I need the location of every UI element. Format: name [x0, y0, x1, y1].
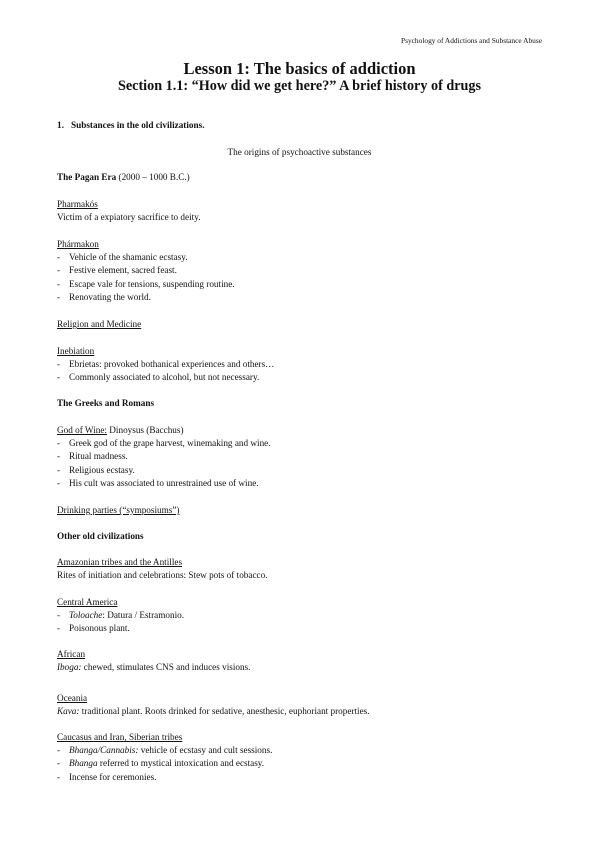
list-item: [57, 744, 272, 757]
iboga-term: Iboga:: [57, 662, 82, 673]
greeks-heading: The Greeks and Romans: [57, 398, 155, 408]
bhanga-term: Bhanga: [69, 758, 98, 769]
amazonian-text: Rites of initiation and celebrations: Stew pots of tobacco.: [57, 570, 268, 581]
amazonian-term: Amazonian tribes and the Antilles: [57, 557, 183, 567]
cannabis-term: Bhanga/Cannabis:: [69, 745, 139, 756]
list-item: - His cult was associated to unrestrained use of wine.: [57, 477, 271, 490]
caucasus-term: Caucasus and Iran, Siberian tribes: [57, 732, 183, 742]
pagan-era: [57, 171, 190, 184]
other-heading: Other old civilizations: [57, 531, 144, 541]
kava-text: traditional plant. Roots drinked for sedative, anesthesic, euphoriant properties.: [79, 706, 370, 717]
lesson-title: Lesson 1: The basics of addiction: [183, 59, 416, 78]
list-item: - Renovating the world.: [57, 291, 235, 304]
section-heading: [57, 119, 205, 132]
section-subtitle: Section 1.1: “How did we get here?” A brief history of drugs: [117, 78, 482, 94]
central-list: [57, 609, 184, 635]
inebriation-term: Inebiation: [57, 346, 95, 356]
kava-term: Kava:: [57, 706, 80, 717]
list-item: - Religious ecstasy.: [57, 464, 271, 477]
list-item: - Incense for ceremonies.: [57, 771, 272, 784]
wine-list: [57, 437, 271, 490]
amazonian-block: [57, 556, 268, 582]
pharmakon-block: [57, 238, 235, 304]
caucasus-list: [57, 744, 272, 784]
running-header: Psychology of Addictions and Substance Abuse: [400, 36, 542, 45]
pagan-dates: (2000 – 1000 B.C.): [116, 172, 190, 182]
pharmakos-term: Pharmakós: [57, 199, 98, 209]
section-heading-text: Substances in the old civilizations.: [71, 120, 205, 130]
inebriation-block: [57, 345, 274, 385]
list-item: - Vehicle of the shamanic ecstasy.: [57, 251, 235, 264]
list-item: - Festive element, sacred feast.: [57, 264, 235, 277]
list-item: - Ebrietas: provoked bothanical experiences and others…: [57, 358, 274, 371]
cannabis-text: vehicle of ecstasy and cult sessions.: [138, 745, 273, 756]
central-block: [57, 596, 184, 636]
pharmakon-term: Phármakon: [57, 239, 99, 249]
wine-name: Dinoysus (Bacchus): [106, 425, 184, 435]
caucasus-block: [57, 731, 272, 784]
african-term: African: [57, 649, 86, 659]
wine-term: God of Wine:: [57, 425, 107, 435]
bhanga-text: referred to mystical intoxication and ecstasy.: [97, 758, 265, 769]
list-item: - Greek god of the grape harvest, winemaking and wine.: [57, 437, 271, 450]
pharmakos-block: [57, 198, 201, 224]
section-number: 1.: [57, 120, 64, 130]
pharmakos-text: Victim of a expiatory sacrifice to deity.: [57, 212, 201, 223]
toloache-term: Toloache: [69, 610, 103, 621]
center-heading: The origins of psychoactive substances: [227, 147, 372, 157]
list-item: [57, 609, 184, 622]
pharmakon-list: [57, 251, 235, 304]
list-item: - Escape vale for tensions, suspending routine.: [57, 278, 235, 291]
african-block: [57, 648, 250, 674]
list-item: [57, 757, 272, 770]
oceania-block: [57, 692, 370, 718]
list-item: - Poisonous plant.: [57, 622, 184, 635]
drinking-parties: Drinking parties (“symposiums”): [57, 505, 180, 515]
toloache-text: : Datura / Estramonio.: [102, 610, 185, 621]
list-item: - Ritual madness.: [57, 450, 271, 463]
iboga-text: chewed, stimulates CNS and induces visions.: [81, 662, 251, 673]
wine-block: [57, 424, 271, 490]
list-item: - Commonly associated to alcohol, but not necessary.: [57, 371, 274, 384]
pagan-heading: The Pagan Era: [57, 172, 117, 182]
inebriation-list: [57, 358, 274, 384]
religion-heading: Religion and Medicine: [57, 319, 142, 329]
central-term: Central America: [57, 597, 118, 607]
oceania-term: Oceania: [57, 693, 88, 703]
